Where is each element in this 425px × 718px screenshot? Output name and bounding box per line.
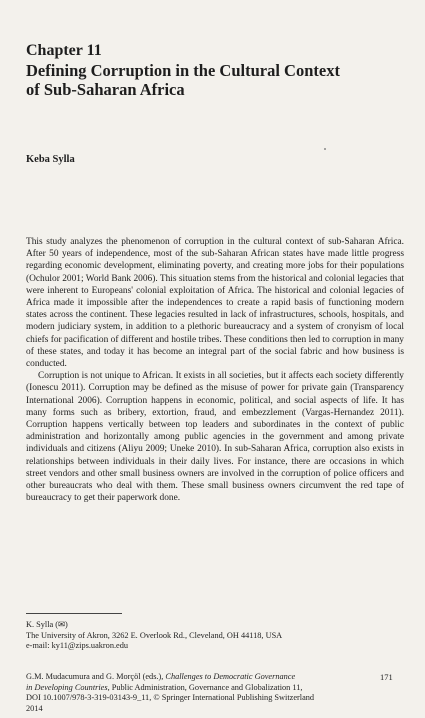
author-footnote <box>26 620 282 652</box>
chapter-label: Chapter 11 <box>26 42 102 59</box>
footnote-email: e-mail: ky11@zips.uakron.edu <box>26 641 129 651</box>
citation-series: , Public Administration, Governance and Globalization 11, <box>107 682 303 692</box>
citation-editors: G.M. Mudacumura and G. Morçöl (eds.), <box>26 672 166 681</box>
footnote-affiliation: The University of Akron, 3262 E. Overlook Rd., Cleveland, OH 44118, USA <box>26 630 283 640</box>
paragraph-2: Corruption is not unique to African. It exists in all societies, but it affects each society differently (Ionescu 2011). Corruption may be defined as the misuse of power for private gain (Transparency International 2006). Corruption happens in economic, political, and social aspects of life. It has many forms such as bribery, extortion, fraud, and embezzlement (Vargas-Hernandez 2011). Corruption happens vertically between top leaders and subordinates in the context of public administration and horizontally among public agencies in the government and among private individuals and citizens (Aliyu 2009; Uneke 2010). In sub-Saharan Africa, corruption also exists in relationships between individuals in their daily lives. For instance, there are occasions in which street vendors and other small business owners are involved in the corruption of police officers and other bureaucrats who deal with them. These small business owners circumvent the red tape of bureaucracy to get their paperwork done. <box>26 371 404 504</box>
chapter-title-line-1: Defining Corruption in the Cultural Context <box>26 61 340 80</box>
footnote-rule <box>26 613 122 614</box>
author-name: Keba Sylla <box>26 154 75 165</box>
citation-line-2 <box>26 683 326 694</box>
citation-book-title-cont: in Developing Countries <box>26 682 108 692</box>
body-text <box>26 236 404 504</box>
paragraph-1: This study analyzes the phenomenon of corruption in the cultural context of sub-Saharan Africa. After 50 years of independence, most of the sub-Saharan African states have made little progress regarding economic development, eliminating poverty, and creating more jobs for their populations (Ochulor 2001; World Bank 2006). This situation stems from the historical and colonial legacies that were inherent to Europeans' colonial exploitation of Africa. The historical and colonial legacies of Africa made it impossible after the independences to create a rapid basis of functioning modern states across the continent. These legacies resulted in lack of infrastructures, schools, hospitals, and modern judiciary system, in addition to a plethoric bureaucracy and a system of cronyism of local chiefs for pacification of different and hostile tribes. These conditions then led to corruption in many of these states, and today it has become an integral part of the social fabric and how business is conducted. <box>26 237 404 370</box>
book-citation <box>26 672 326 714</box>
citation-book-title: Challenges to Democratic Governance <box>165 672 296 681</box>
footnote-author: K. Sylla (✉) <box>26 620 68 629</box>
page-number: 171 <box>380 672 393 682</box>
print-speck <box>324 148 326 150</box>
chapter-title <box>26 61 411 99</box>
citation-line-1 <box>26 672 326 683</box>
chapter-title-line-2: of Sub-Saharan Africa <box>26 80 185 99</box>
citation-doi: DOI 10.1007/978-3-319-03143-9_11, © Springer International Publishing Switzerland 2014 <box>26 693 315 713</box>
